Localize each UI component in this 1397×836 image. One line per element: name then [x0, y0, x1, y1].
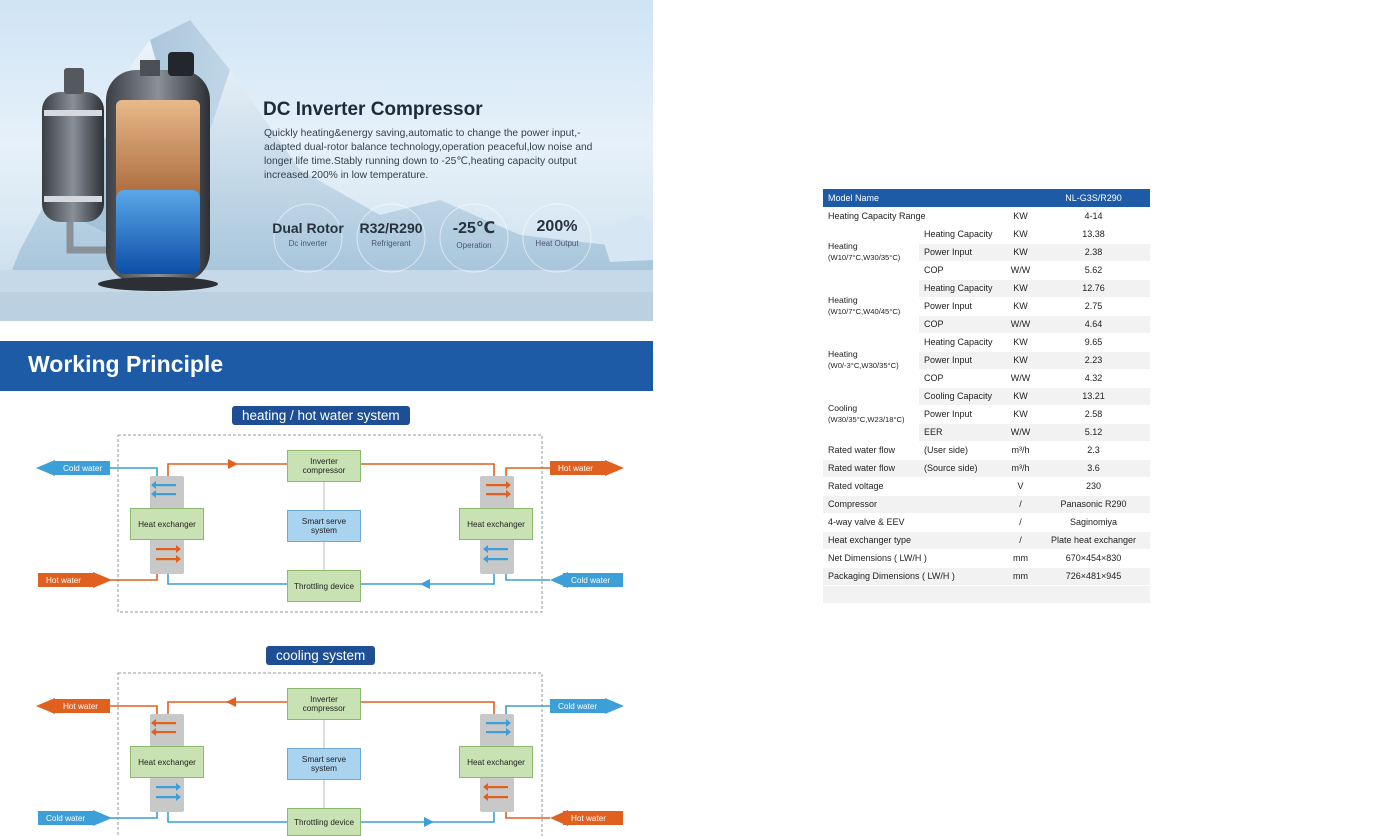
cell-label: Compressor	[823, 495, 1004, 513]
cell-value: Panasonic R290	[1037, 495, 1150, 513]
cell-unit: KW	[1004, 279, 1037, 297]
feature-operation	[431, 208, 517, 268]
cell-unit: /	[1004, 495, 1037, 513]
cell-value: 5.62	[1037, 261, 1150, 279]
group-condition: (W30/35°C,W23/18°C)	[828, 415, 905, 424]
table-row	[823, 333, 1150, 351]
cell-parameter: Power Input	[919, 297, 1004, 315]
table-row	[823, 459, 1150, 477]
table-row	[823, 549, 1150, 567]
cell-value: 2.75	[1037, 297, 1150, 315]
feature-label: Operation	[456, 241, 492, 250]
heating-diagram	[0, 430, 653, 620]
group-name: Cooling	[828, 403, 858, 413]
feature-value: R32/R290	[359, 220, 423, 236]
heating-system-label: heating / hot water system	[232, 406, 410, 425]
cell-value: 2.38	[1037, 243, 1150, 261]
cell-label: Heating Capacity Range	[823, 207, 1004, 225]
cell-parameter: COP	[919, 261, 1004, 279]
table-row	[823, 279, 1150, 297]
header-label: Model Name	[823, 189, 1037, 207]
cell-label: Rated water flow	[823, 441, 919, 459]
table-row	[823, 441, 1150, 459]
table-row	[823, 567, 1150, 585]
cell-unit: W/W	[1004, 315, 1037, 333]
group-condition-cell	[823, 279, 919, 333]
cell-value: 3.6	[1037, 459, 1150, 477]
cell-unit: KW	[1004, 207, 1037, 225]
group-condition-cell	[823, 387, 919, 441]
cell-unit: V	[1004, 477, 1037, 495]
left-heat-exchanger-box: Heat exchanger	[130, 508, 204, 540]
cell-unit: KW	[1004, 333, 1037, 351]
cell-unit: /	[1004, 531, 1037, 549]
cell-unit: mm	[1004, 567, 1037, 585]
cell-unit: KW	[1004, 351, 1037, 369]
cell-parameter: Cooling Capacity	[919, 387, 1004, 405]
cell-value: 2.58	[1037, 405, 1150, 423]
hero-banner	[0, 0, 653, 321]
group-condition-cell	[823, 225, 919, 279]
cell-parameter: Power Input	[919, 405, 1004, 423]
cell-unit: KW	[1004, 243, 1037, 261]
cell-label: Net Dimensions ( LW/H )	[823, 549, 1004, 567]
group-condition: (W10/7°C,W30/35°C)	[828, 253, 901, 262]
general-rows	[823, 441, 1150, 585]
cell-unit: mm	[1004, 549, 1037, 567]
inverter-compressor-box: Inverter compressor	[287, 450, 361, 482]
cell-value: 12.76	[1037, 279, 1150, 297]
right-heat-exchanger-box: Heat exchanger	[459, 508, 533, 540]
header-model: NL-G3S/R290	[1037, 189, 1150, 207]
cell-value: 13.21	[1037, 387, 1150, 405]
group-rows	[823, 225, 1150, 441]
cell-label: Rated water flow	[823, 459, 919, 477]
feature-heat-output	[514, 208, 600, 268]
cell-unit: W/W	[1004, 369, 1037, 387]
hot-water-tag: Hot water	[38, 573, 81, 587]
cell-unit: KW	[1004, 297, 1037, 315]
cell-parameter: COP	[919, 315, 1004, 333]
cell-value: Saginomiya	[1037, 513, 1150, 531]
cell-label: Rated voltage	[823, 477, 1004, 495]
cell-parameter: Power Input	[919, 351, 1004, 369]
feature-label: Refrigerant	[371, 239, 411, 248]
table-row	[823, 207, 1150, 225]
cell-value: 726×481×945	[1037, 567, 1150, 585]
table-row	[823, 531, 1150, 549]
cooling-system-label: cooling system	[266, 646, 375, 665]
cell-value: Plate heat exchanger	[1037, 531, 1150, 549]
smart-serve-box: Smart serve system	[287, 748, 361, 780]
table-row	[823, 225, 1150, 243]
spec-table	[823, 189, 1150, 604]
throttling-device-box: Throttling device	[287, 808, 361, 836]
inverter-compressor-box: Inverter compressor	[287, 688, 361, 720]
cell-value: 13.38	[1037, 225, 1150, 243]
cell-parameter: (User side)	[919, 441, 1004, 459]
cell-value: 2.23	[1037, 351, 1150, 369]
group-condition: (W0/-3°C,W30/35°C)	[828, 361, 899, 370]
cell-value: 230	[1037, 477, 1150, 495]
smart-serve-box: Smart serve system	[287, 510, 361, 542]
table-row	[823, 513, 1150, 531]
cell-value: 4.64	[1037, 315, 1150, 333]
cell-label: Packaging Dimensions ( LW/H )	[823, 567, 1004, 585]
table-row	[823, 495, 1150, 513]
cell-unit: KW	[1004, 225, 1037, 243]
left-heat-exchanger-box: Heat exchanger	[130, 746, 204, 778]
right-heat-exchanger-box: Heat exchanger	[459, 746, 533, 778]
hot-water-tag: Hot water	[563, 811, 606, 825]
cell-parameter: Heating Capacity	[919, 225, 1004, 243]
cold-water-in-tag: Cold water	[55, 461, 102, 475]
hero-title: DC Inverter Compressor	[263, 99, 483, 120]
group-condition-cell	[823, 333, 919, 387]
hot-water-out-tag: Hot water	[55, 699, 98, 713]
throttling-device-box: Throttling device	[287, 570, 361, 602]
cell-parameter: Heating Capacity	[919, 333, 1004, 351]
cell-unit: m³/h	[1004, 441, 1037, 459]
cell-label: Heat exchanger type	[823, 531, 1004, 549]
cell-unit: /	[1004, 513, 1037, 531]
cell-unit: W/W	[1004, 261, 1037, 279]
cold-water-tag: Cold water	[563, 573, 610, 587]
cell-value: 2.3	[1037, 441, 1150, 459]
feature-value: Dual Rotor	[272, 220, 344, 236]
cell-unit: W/W	[1004, 423, 1037, 441]
cell-unit: m³/h	[1004, 459, 1037, 477]
cold-water-out-tag: Cold water	[550, 699, 597, 713]
feature-dual-rotor	[265, 208, 351, 268]
cell-parameter: Heating Capacity	[919, 279, 1004, 297]
cooling-diagram	[0, 668, 653, 836]
cell-value: 670×454×830	[1037, 549, 1150, 567]
cell-parameter: (Source side)	[919, 459, 1004, 477]
cell-label: 4-way valve & EEV	[823, 513, 1004, 531]
cold-water-tag: Cold water	[38, 811, 85, 825]
cell-unit: KW	[1004, 387, 1037, 405]
cell-parameter: EER	[919, 423, 1004, 441]
cell-value: 9.65	[1037, 333, 1150, 351]
hero-description: Quickly heating&energy saving,automatic to change the power input,-adapted dual-rotor balance technology,operation peaceful,low noise and longer life time.Stably running down to -25℃,heating capacity output increased 200% in low temperature.	[264, 128, 593, 181]
feature-refrigerant	[348, 208, 434, 268]
feature-value: -25℃	[452, 220, 496, 237]
group-condition: (W10/7°C,W40/45°C)	[828, 307, 901, 316]
cell-unit: KW	[1004, 405, 1037, 423]
group-name: Heating	[828, 241, 858, 251]
cell-parameter: COP	[919, 369, 1004, 387]
table-row	[823, 387, 1150, 405]
group-name: Heating	[828, 295, 858, 305]
table-row-empty	[823, 585, 1150, 603]
feature-value: 200%	[536, 218, 578, 235]
cell-value: 4-14	[1037, 207, 1150, 225]
cell-value: 4.32	[1037, 369, 1150, 387]
working-principle-banner	[0, 341, 653, 391]
feature-label: Heat Output	[535, 239, 579, 248]
cell-parameter: Power Input	[919, 243, 1004, 261]
hot-water-out-tag: Hot water	[550, 461, 593, 475]
cell-value: 5.12	[1037, 423, 1150, 441]
group-name: Heating	[828, 349, 858, 359]
feature-label: Dc inverter	[288, 239, 328, 248]
section-title: Working Principle	[28, 351, 224, 377]
table-row	[823, 477, 1150, 495]
table-header-row	[823, 189, 1150, 207]
